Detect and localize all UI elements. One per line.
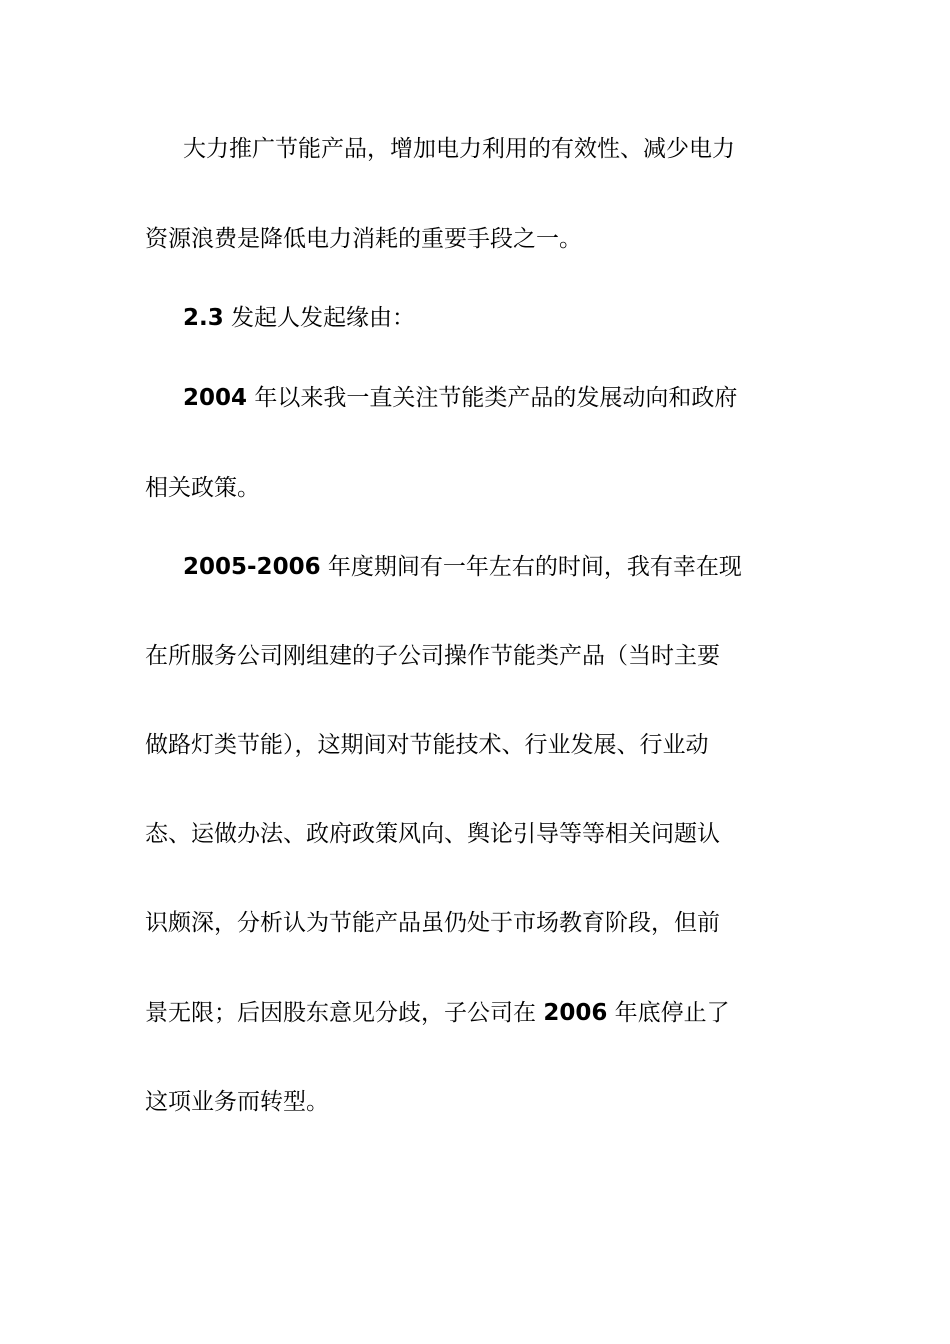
para3-line2: 在所服务公司刚组建的子公司操作节能类产品（当时主要 [145,643,720,669]
para3-line6-year: 2006 [543,1000,608,1026]
para2-line2: 相关政策。 [145,475,260,501]
para3-years: 2005-2006 [183,554,321,580]
para3-line3: 做路灯类节能），这期间对节能技术、行业发展、行业动 [145,732,709,758]
para3-line6-end: 年底停止了 [607,1000,730,1026]
para3-line4: 态、运做办法、政府政策风向、舆论引导等等相关问题认 [145,821,720,847]
para3-line6 [145,997,730,1029]
para2-line1-text: 年以来我一直关注节能类产品的发展动向和政府 [247,385,738,411]
para1-line1: 大力推广节能产品，增加电力利用的有效性、减少电力 [183,136,735,162]
para2-year: 2004 [183,385,248,411]
para3-line1-text: 年度期间有一年左右的时间，我有幸在现 [320,554,742,580]
para3-line7: 这项业务而转型。 [145,1089,329,1115]
para1-line2: 资源浪费是降低电力消耗的重要手段之一。 [145,226,582,252]
section-title: 发起人发起缘由： [223,305,416,331]
section-heading [183,302,415,334]
para2-line1 [183,382,737,414]
para3-line6-text: 景无限；后因股东意见分歧，子公司在 [145,1000,544,1026]
section-number: 2.3 [183,305,224,331]
para3-line5: 识颇深，分析认为节能产品虽仍处于市场教育阶段，但前 [145,910,720,936]
para3-line1 [183,551,742,583]
